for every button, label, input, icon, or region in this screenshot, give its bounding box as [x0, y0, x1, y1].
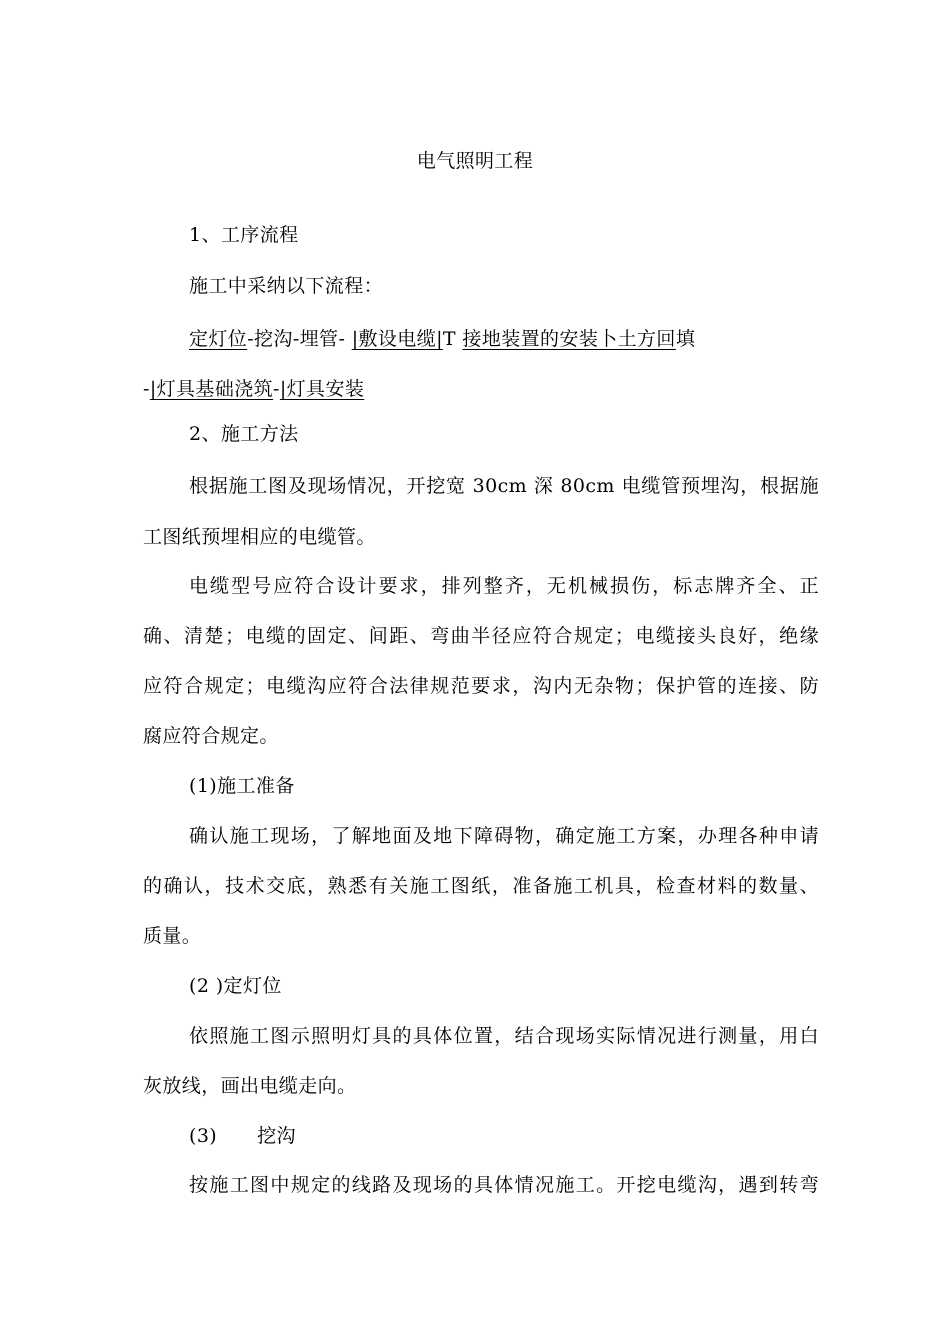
subsection-3-number: (3) [189, 1125, 218, 1147]
paragraph-line: 应符合规定；电缆沟应符合法律规范要求，沟内无杂物；保护管的连接、防 [143, 675, 819, 697]
flow-step-install-lamps: |灯具安装 [279, 378, 365, 400]
flow-step-grounding-backfill: 接地装置的安装卜土方回 [462, 328, 676, 350]
subsection-3-heading [189, 1127, 296, 1146]
section-2-heading: 2、施工方法 [189, 423, 299, 445]
flow-arrow: T [442, 328, 463, 350]
flow-dash: - [143, 378, 150, 400]
flow-step-locate-lamps: 定灯位 [189, 328, 248, 350]
paragraph-line: 电缆型号应符合设计要求，排列整齐，无机械损伤，标志牌齐全、正 [189, 575, 819, 597]
flow-dash: - [273, 378, 280, 400]
section-1-heading: 1、工序流程 [189, 224, 299, 246]
paragraph-line: 确、清楚；电缆的固定、间距、弯曲半径应符合规定；电缆接头良好，绝缘 [143, 625, 819, 647]
flow-step-foundation: |灯具基础浇筑 [149, 378, 274, 400]
subsection-2-heading: (2 )定灯位 [189, 975, 282, 997]
subsection-1-heading: (1)施工准备 [189, 775, 295, 797]
paragraph-line: 根据施工图及现场情况，开挖宽 30cm 深 80cm 电缆管预埋沟，根据施 [189, 475, 819, 497]
paragraph-line: 灰放线，画出电缆走向。 [143, 1075, 357, 1097]
flow-step-trench-pipe: -挖沟-埋管- [247, 328, 352, 350]
paragraph-line: 腐应符合规定。 [143, 725, 279, 747]
page-title: 电气照明工程 [416, 150, 534, 172]
flow-step-lay-cable: |敷设电缆| [351, 328, 443, 350]
paragraph-line: 的确认，技术交底，熟悉有关施工图纸，准备施工机具，检查材料的数量、 [143, 875, 819, 897]
flow-line-1 [189, 330, 695, 349]
subsection-3-label: 挖沟 [257, 1125, 296, 1147]
section-1-intro: 施工中采纳以下流程： [189, 275, 384, 297]
flow-step-fill-suffix: 填 [675, 328, 696, 350]
paragraph-line: 依照施工图示照明灯具的具体位置，结合现场实际情况进行测量，用白 [189, 1025, 819, 1047]
flow-line-2 [143, 380, 364, 399]
paragraph-line: 确认施工现场，了解地面及地下障碍物，确定施工方案，办理各种申请 [189, 825, 819, 847]
paragraph-line: 质量。 [143, 925, 202, 947]
paragraph-line: 按施工图中规定的线路及现场的具体情况施工。开挖电缆沟，遇到转弯 [189, 1174, 819, 1196]
paragraph-line: 工图纸预埋相应的电缆管。 [143, 526, 376, 548]
